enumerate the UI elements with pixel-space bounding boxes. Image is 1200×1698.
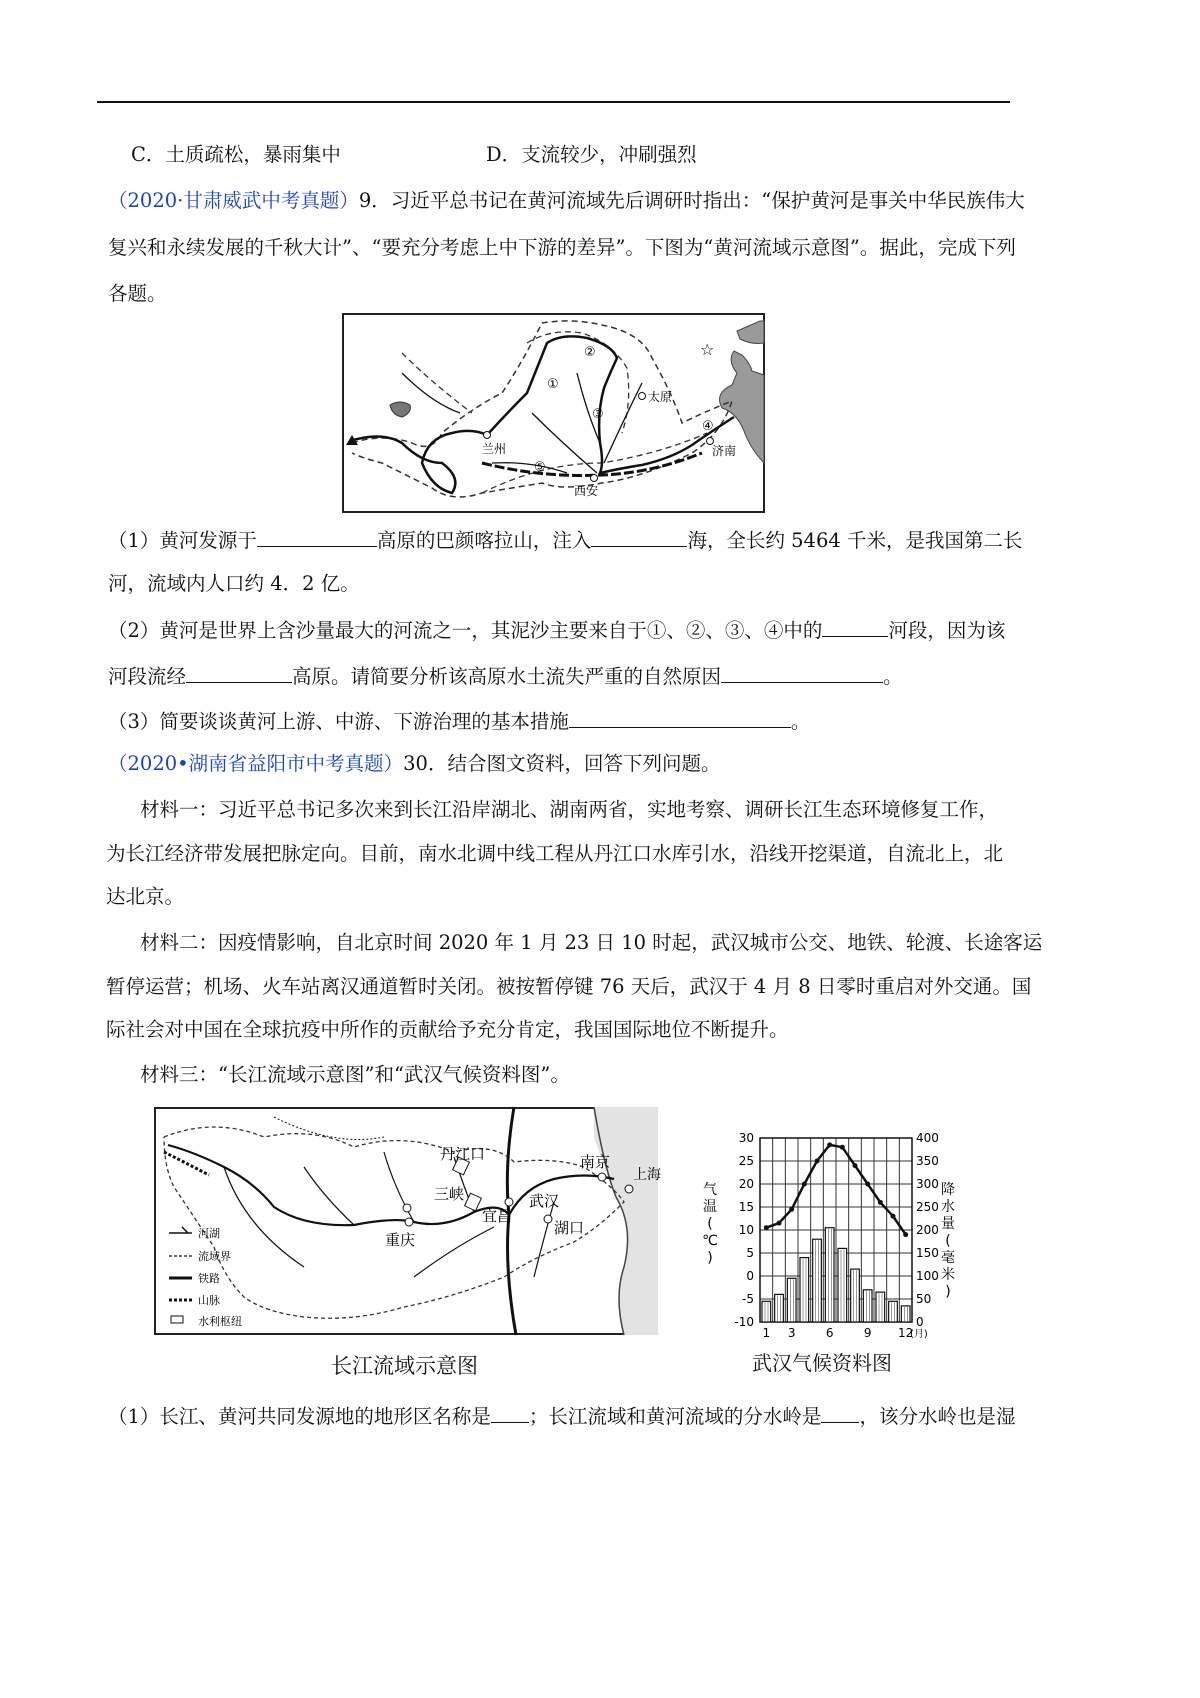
- material1-line2: 为长江经济带发展把脉定向。目前，南水北调中线工程从丹江口水库引水，沿线开挖渠道，自流北上，北: [106, 842, 1004, 865]
- q9-sub2-line2: 河段流经 高原。请简要分析该高原水土流失严重的自然原因 。: [108, 662, 903, 691]
- answer-blank[interactable]: [491, 1402, 529, 1423]
- x-tick-label: 12: [898, 1326, 914, 1340]
- q30-header: （2020•湖南省益阳市中考真题）30．结合图文资料，回答下列问题。: [108, 752, 721, 775]
- y-left-tick-label: -5: [742, 1292, 754, 1306]
- segment-1-label: ①: [547, 377, 559, 392]
- y-right-tick-label: 400: [916, 1131, 939, 1145]
- label-chongqing: 重庆: [385, 1231, 416, 1249]
- precip-bar: [889, 1301, 898, 1322]
- y-left-axis-title-char: 气: [703, 1182, 717, 1198]
- label-yichang: 宜昌: [482, 1207, 513, 1225]
- material2-line2: 暂停运营；机场、火车站离汉通道暂时关闭。被按暂停键 76 天后，武汉于 4 月 8 日零时重启对外交通。国: [106, 975, 1032, 998]
- q9-text1: 9．习近平总书记在黄河流域先后调研时指出：“保护黄河是事关中华民族伟大: [358, 189, 1025, 212]
- yellow-river-map: [342, 313, 765, 513]
- chart-caption: 武汉气候资料图: [752, 1351, 892, 1375]
- q30-sub1: （1）长江、黄河共同发源地的地形区名称是 ；长江流域和黄河流域的分水岭是 ，该分水岭也是湿: [108, 1402, 1015, 1431]
- precip-bar: [876, 1292, 885, 1322]
- q9-sub3: （3）简要谈谈黄河上游、中游、下游治理的基本措施 。: [108, 707, 810, 736]
- y-left-axis-title-char: (: [707, 1216, 713, 1232]
- y-left-tick-label: 10: [738, 1223, 754, 1237]
- q9-line3: 各题。: [108, 282, 167, 305]
- y-right-axis-title-char: 毫: [941, 1250, 955, 1266]
- y-right-axis-title-char: 水: [941, 1199, 955, 1215]
- material2-line3: 际社会对中国在全球抗疫中所作的贡献给予充分肯定，我国国际地位不断提升。: [106, 1018, 789, 1041]
- q9-line1: [108, 187, 1025, 215]
- y-right-tick-label: 250: [916, 1200, 939, 1214]
- temperature-point: [789, 1207, 794, 1212]
- city-taiyuan: 太原: [648, 390, 673, 404]
- label-danjiangkou: 丹江口: [440, 1145, 486, 1163]
- material1-line1: 材料一：习近平总书记多次来到长江沿岸湖北、湖南两省，实地考察、调研长江生态环境修复工作，: [140, 798, 999, 821]
- temperature-point: [815, 1159, 820, 1164]
- x-tick-label: 1: [762, 1326, 771, 1340]
- wuhan-climate-chart: [700, 1118, 980, 1348]
- y-right-axis-title-char: (: [945, 1233, 951, 1249]
- y-left-tick-label: 30: [738, 1131, 754, 1145]
- x-tick-label: 3: [787, 1326, 796, 1340]
- svg-text:水利枢纽: 水利枢纽: [198, 1315, 242, 1328]
- y-left-axis-title-char: 温: [703, 1199, 717, 1215]
- x-unit-label: (月): [910, 1329, 928, 1340]
- header-rule: [97, 101, 1010, 103]
- x-tick-label: 6: [825, 1326, 834, 1340]
- precip-bar: [838, 1248, 847, 1322]
- y-right-tick-label: 200: [916, 1223, 939, 1237]
- y-right-axis-title-char: 量: [941, 1216, 955, 1232]
- answer-blank[interactable]: [821, 1402, 859, 1423]
- temperature-point: [878, 1200, 883, 1205]
- segment-5-label: ⑤: [534, 460, 546, 475]
- precip-bar: [863, 1290, 872, 1322]
- temperature-point: [764, 1225, 769, 1230]
- q9-source: （2020·甘肃威武中考真题）: [108, 189, 359, 212]
- y-right-tick-label: 0: [916, 1315, 924, 1329]
- y-right-tick-label: 350: [916, 1154, 939, 1168]
- label-wuhan: 武汉: [529, 1192, 560, 1210]
- option-c: C．土质疏松，暴雨集中: [131, 143, 341, 166]
- label-nanjing: 南京: [580, 1153, 611, 1171]
- label-shanghai: 上海: [633, 1167, 661, 1183]
- svg-text:铁路: 铁路: [198, 1272, 220, 1285]
- precip-bar: [813, 1239, 822, 1322]
- q9-line2: 复兴和永续发展的千秋大计”、“要充分考虑上中下游的差异”。下图为“黄河流域示意图”。据此，完成下列: [108, 236, 1016, 259]
- y-left-tick-label: 15: [738, 1200, 754, 1214]
- label-sanxia: 三峡: [434, 1185, 465, 1203]
- answer-blank[interactable]: [257, 526, 377, 547]
- temperature-point: [853, 1163, 858, 1168]
- answer-blank[interactable]: [186, 662, 292, 683]
- y-right-tick-label: 150: [916, 1246, 939, 1260]
- temperature-point: [777, 1221, 782, 1226]
- capital-star-icon: ☆: [700, 340, 715, 359]
- q9-sub1-line1: （1）黄河发源于 高原的巴颜喀拉山，注入 海，全长约 5464 千米，是我国第二长: [108, 526, 1022, 555]
- precip-bar: [787, 1278, 796, 1322]
- y-left-tick-label: 20: [738, 1177, 754, 1191]
- y-right-tick-label: 50: [916, 1292, 932, 1306]
- yangtze-basin-map: [154, 1107, 661, 1335]
- q9-sub1-line2: 河，流域内人口约 4．2 亿。: [108, 572, 360, 595]
- yangtze-map-caption: 长江流域示意图: [331, 1354, 478, 1378]
- temperature-point: [865, 1182, 870, 1187]
- precip-bar: [800, 1258, 809, 1322]
- precip-bar: [775, 1294, 784, 1322]
- y-right-tick-label: 300: [916, 1177, 939, 1191]
- answer-blank[interactable]: [721, 662, 883, 683]
- segment-4-label: ④: [702, 419, 714, 434]
- y-right-axis-title-char: 降: [941, 1182, 955, 1198]
- material3: 材料三：“长江流域示意图”和“武汉气候资料图”。: [140, 1063, 570, 1086]
- material2-line1: 材料二：因疫情影响，自北京时间 2020 年 1 月 23 日 10 时起，武汉城市公交、地铁、轮渡、长途客运: [140, 931, 1043, 954]
- segment-2-label: ②: [584, 345, 596, 360]
- y-left-tick-label: 0: [746, 1269, 754, 1283]
- y-left-tick-label: -10: [734, 1315, 754, 1329]
- precip-bar: [825, 1228, 834, 1322]
- answer-blank[interactable]: [591, 526, 687, 547]
- y-left-axis-title-char: ℃: [702, 1233, 718, 1249]
- material1-line3: 达北京。: [106, 885, 185, 908]
- temperature-point: [840, 1145, 845, 1150]
- label-hukou: 湖口: [554, 1219, 585, 1237]
- svg-text:河湖: 河湖: [198, 1227, 220, 1240]
- precip-bar: [901, 1306, 910, 1322]
- y-left-axis-title-char: ): [707, 1250, 713, 1266]
- option-d: D．支流较少，冲刷强烈: [486, 143, 697, 166]
- city-lanzhou: 兰州: [482, 442, 507, 456]
- temperature-point: [827, 1142, 832, 1147]
- y-left-tick-label: 5: [746, 1246, 754, 1260]
- temperature-point: [903, 1232, 908, 1237]
- y-right-axis-title-char: 米: [941, 1267, 955, 1283]
- svg-text:山脉: 山脉: [198, 1294, 220, 1307]
- y-right-axis-title-char: ): [945, 1284, 951, 1300]
- temperature-point: [802, 1182, 807, 1187]
- city-xian: 西安: [574, 484, 599, 498]
- y-right-tick-label: 100: [916, 1269, 939, 1283]
- segment-3-label: ③: [592, 407, 604, 422]
- city-jinan: 济南: [712, 444, 737, 458]
- y-left-tick-label: 25: [738, 1154, 754, 1168]
- q30-source: （2020•湖南省益阳市中考真题）: [108, 752, 404, 775]
- answer-blank[interactable]: [569, 707, 791, 728]
- answer-blank[interactable]: [822, 616, 888, 637]
- precip-bar: [762, 1301, 771, 1322]
- q9-sub2-line1: （2）黄河是世界上含沙量最大的河流之一，其泥沙主要来自于①、②、③、④中的 河段，因为该: [108, 616, 1005, 645]
- x-tick-label: 9: [863, 1326, 872, 1340]
- precip-bar: [851, 1269, 860, 1322]
- svg-text:流域界: 流域界: [198, 1250, 231, 1263]
- temperature-point: [891, 1214, 896, 1219]
